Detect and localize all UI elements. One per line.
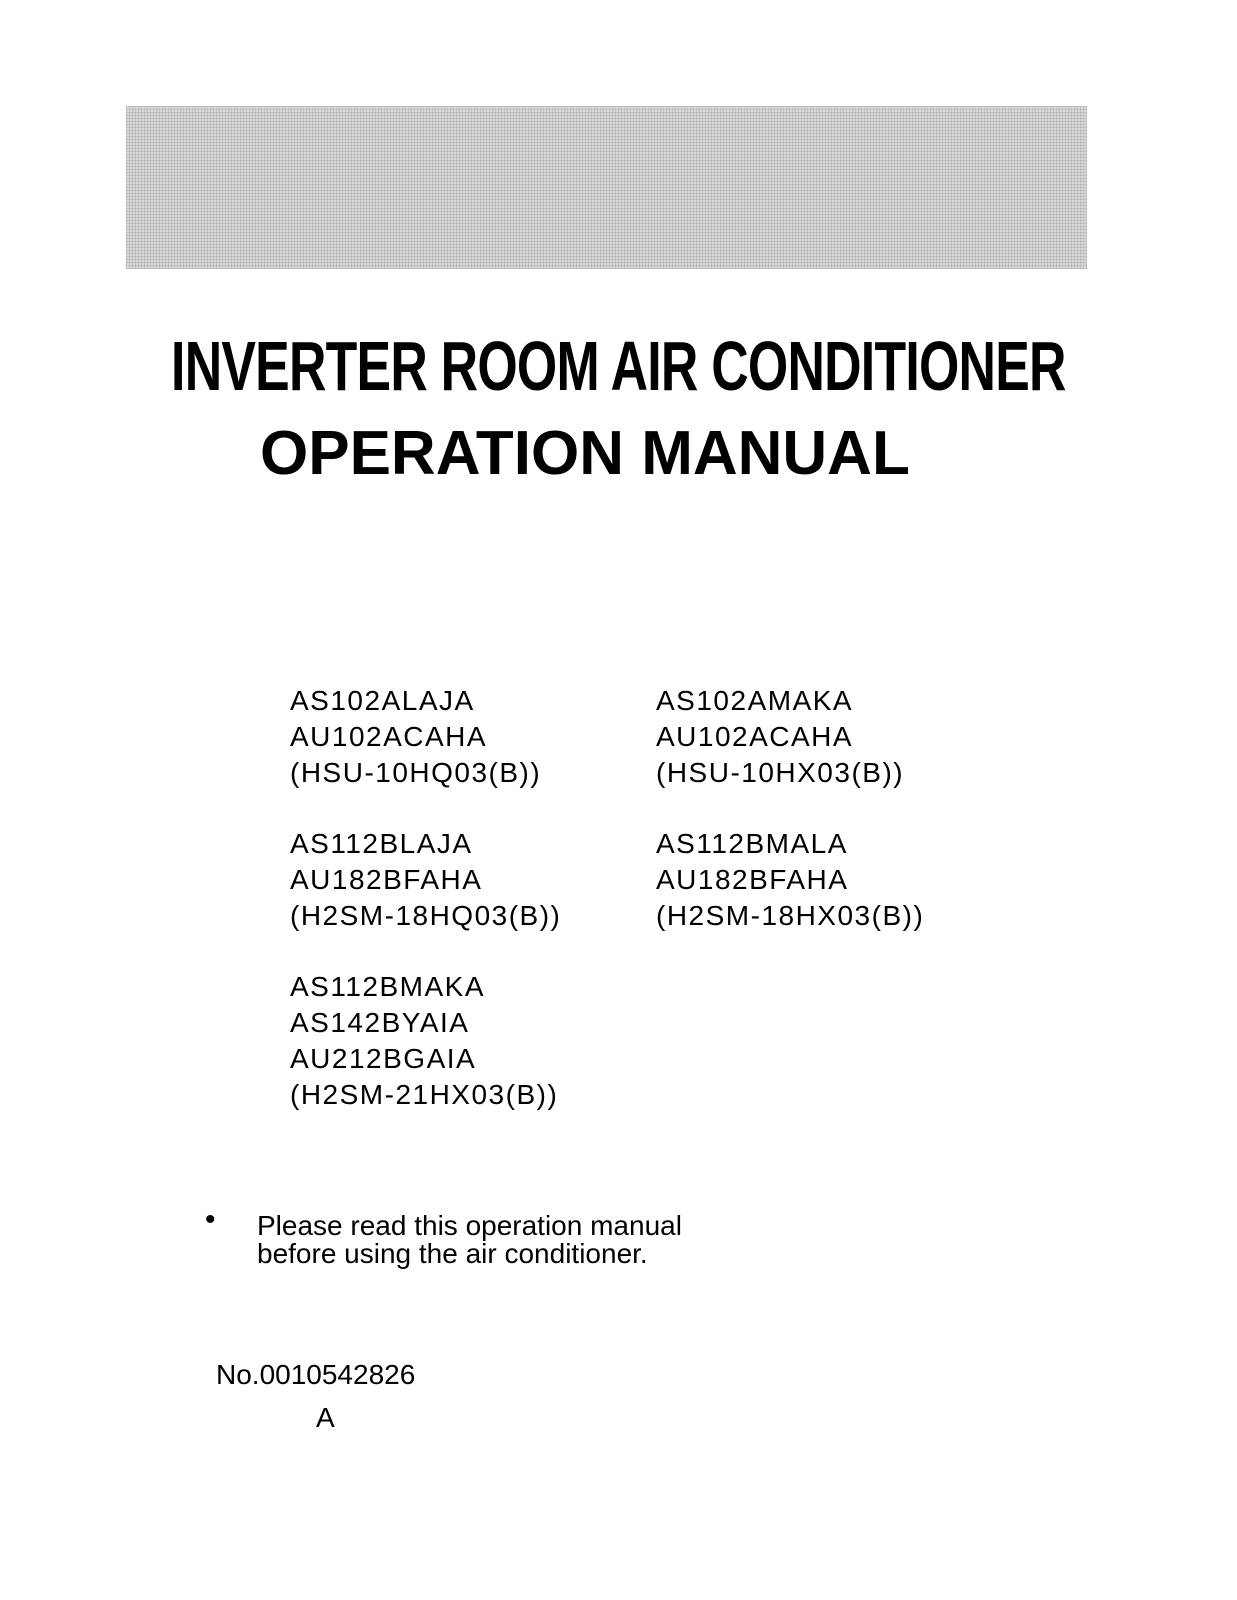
model-indoor: AS112BLAJA — [290, 828, 473, 859]
model-outdoor: AU102ACAHA — [290, 721, 488, 752]
note-text — [257, 1212, 682, 1268]
note-line: before using the air conditioner. — [257, 1238, 648, 1269]
model-group-1 — [290, 683, 541, 791]
document-number: No.0010542826 — [216, 1359, 416, 1390]
model-outdoor: AU182BFAHA — [656, 864, 849, 895]
note-line: Please read this operation manual — [257, 1210, 682, 1241]
bullet-icon: • — [205, 1203, 216, 1236]
model-indoor: AS142BYAIA — [290, 1007, 470, 1038]
model-group-5 — [290, 969, 558, 1113]
model-indoor: AS112BMALA — [656, 828, 848, 859]
model-indoor: AS112BMAKA — [290, 971, 486, 1002]
model-group-2 — [656, 683, 904, 791]
model-code: (H2SM-18HX03(B)) — [656, 900, 925, 931]
model-indoor: AS102AMAKA — [656, 685, 854, 716]
model-code: (H2SM-18HQ03(B)) — [290, 900, 562, 931]
model-code: (H2SM-21HX03(B)) — [290, 1079, 559, 1110]
model-code: (HSU-10HQ03(B)) — [290, 757, 542, 788]
model-indoor: AS102ALAJA — [290, 685, 475, 716]
header-banner — [126, 106, 1087, 269]
model-group-4 — [656, 826, 924, 934]
model-group-3 — [290, 826, 561, 934]
model-outdoor: AU212BGAIA — [290, 1043, 477, 1074]
model-outdoor: AU102ACAHA — [656, 721, 854, 752]
manual-subtitle: OPERATION MANUAL — [260, 419, 910, 488]
model-outdoor: AU182BFAHA — [290, 864, 483, 895]
document-revision: A — [316, 1402, 335, 1433]
model-code: (HSU-10HX03(B)) — [656, 757, 905, 788]
product-title: INVERTER ROOM AIR CONDITIONER — [171, 327, 1066, 405]
